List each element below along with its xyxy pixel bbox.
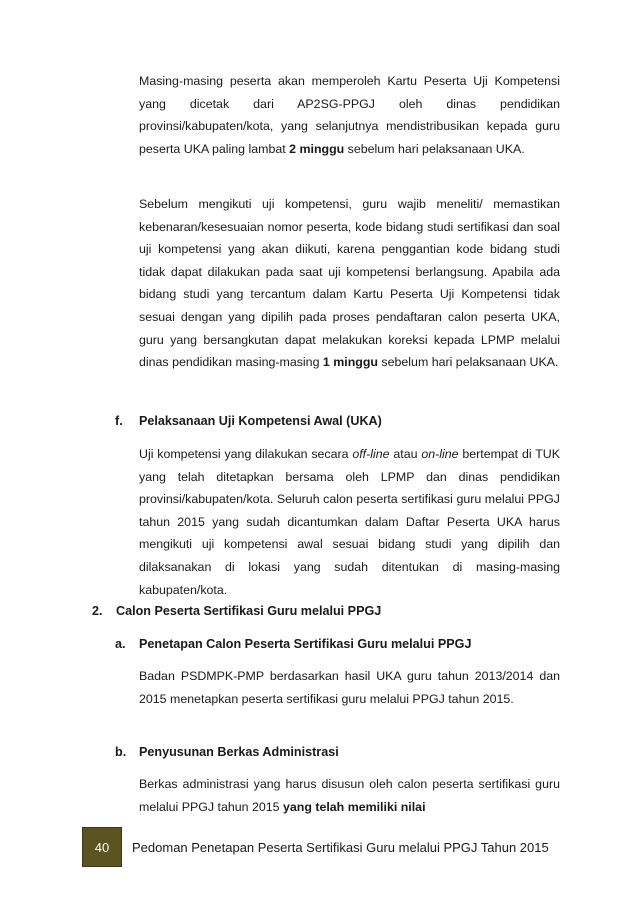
heading-text: Penyusunan Berkas Administrasi xyxy=(139,745,339,759)
heading-text: Pelaksanaan Uji Kompetensi Awal (UKA) xyxy=(139,414,382,428)
italic-term: off-line xyxy=(352,447,390,461)
heading-2-calon-peserta xyxy=(92,600,381,622)
heading-a-penetapan xyxy=(115,633,471,655)
paragraph-text: atau xyxy=(389,447,422,461)
paragraph-berkas-administrasi xyxy=(139,773,560,818)
page-number-box xyxy=(82,827,122,867)
heading-f-pelaksanaan-uka xyxy=(115,410,382,432)
bold-phrase: yang telah memiliki nilai xyxy=(282,799,426,814)
page-footer xyxy=(82,826,562,868)
heading-marker: 2. xyxy=(92,604,103,618)
paragraph-text: Masing-masing peserta akan memperoleh Kartu Peserta Uji Kompetensi yang dicetak dari AP2SG-PPGJ oleh dinas pendidikan provinsi/kabupaten/kota, yang selanjutnya mendistribusikan kepada guru peserta UKA paling lambat xyxy=(139,74,560,156)
paragraph-text: sebelum hari pelaksanaan UKA. xyxy=(344,141,525,156)
heading-text: Calon Peserta Sertifikasi Guru melalui PPGJ xyxy=(116,604,382,618)
heading-text: Penetapan Calon Peserta Sertifikasi Guru melalui PPGJ xyxy=(139,637,472,651)
heading-marker: b. xyxy=(115,745,127,759)
paragraph-text: sebelum hari pelaksanaan UKA. xyxy=(377,355,559,370)
footer-title: Pedoman Penetapan Peserta Sertifikasi Guru melalui PPGJ Tahun 2015 xyxy=(132,839,549,855)
heading-marker: a. xyxy=(115,637,126,651)
heading-b-penyusunan xyxy=(115,741,339,763)
paragraph-uji-kompetensi xyxy=(139,443,560,601)
paragraph-text: bertempat di TUK yang telah ditetapkan bersama oleh LPMP dan dinas pendidikan provinsi/kabupaten/kota. Seluruh calon peserta sertifikasi guru melalui PPGJ tahun 2015 yang sudah dicantumkan dalam Daftar Peserta UKA harus mengikuti uji kompetensi awal sesuai bidang studi yang dipilih dan dilaksanakan di lokasi yang sudah ditentukan di masing-masing kabupaten/kota. xyxy=(139,447,560,597)
bold-deadline: 2 minggu xyxy=(289,141,345,156)
page-number: 40 xyxy=(94,839,110,855)
paragraph-badan-psdmpk xyxy=(139,665,560,710)
heading-marker: f. xyxy=(115,414,123,428)
paragraph-text: Badan PSDMPK-PMP berdasarkan hasil UKA guru tahun 2013/2014 dan 2015 menetapkan peserta sertifikasi guru melalui PPGJ tahun 2015. xyxy=(139,669,560,706)
paragraph-sebelum-mengikuti xyxy=(139,193,560,374)
italic-term: on-line xyxy=(421,447,459,461)
bold-deadline: 1 minggu xyxy=(322,355,378,370)
paragraph-kartu-peserta xyxy=(139,70,560,160)
paragraph-text: Berkas administrasi yang harus disusun oleh calon peserta sertifikasi guru melalui PPGJ tahun 2015 xyxy=(139,777,560,814)
paragraph-text: Uji kompetensi yang dilakukan secara xyxy=(139,447,353,461)
paragraph-text: Sebelum mengikuti uji kompetensi, guru wajib meneliti/ memastikan kebenaran/kesesuaian nomor peserta, kode bidang studi sertifikasi dan soal uji kompetensi yang akan diikuti, karena penggantian kode bidang studi tidak dapat dilakukan pada saat uji kompetensi berlangsung. Apabila ada bidang studi yang tercantum dalam Kartu Peserta Uji Kompetensi tidak sesuai dengan yang dipilih pada proses pendaftaran calon peserta UKA, guru yang bersangkutan dapat melakukan koreksi kepada LPMP melalui dinas pendidikan masing-masing xyxy=(139,197,560,370)
